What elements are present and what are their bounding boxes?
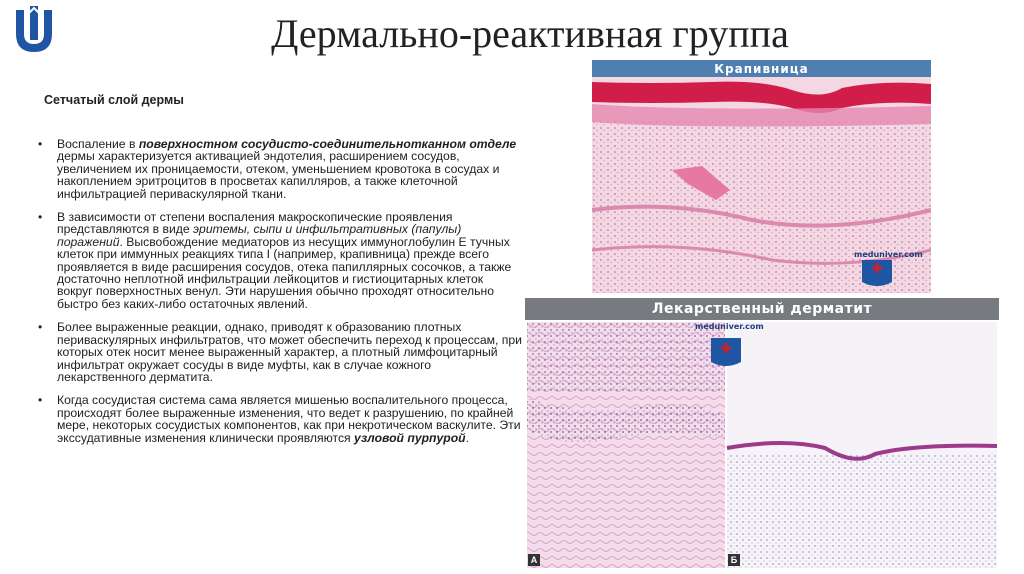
bullet-item-3: • Более выраженные реакции, однако, приводят к образованию плотных периваскулярных инфильтратов, что может обеспечить переход к процессам, при которых отек носит менее выраженный характер, а плотный лимфоцитарный инфильтрат окружает сосуды в виде муфты, как в случае кожного лекарственного дерматита. [38,320,522,384]
drug-dermatitis-watermark: meduniver.com [695,322,764,331]
urticaria-banner: Крапивница [592,60,931,77]
panel-label-a: A [528,554,540,566]
bullet-item-2: • В зависимости от степени воспаления макроскопические проявления представляются в виде эритемы, сыпи и инфильтративных (папулы) поражений. Высвобождение медиаторов из несущих иммуноглобулин Е тучных клеток при иммунных реакциях типа I (например, крапивница) прежде всего проявляется в виде расширения сосудов, отека папиллярных сосочков, а также достаточно неплотной инфильтрации лейкоцитов и гистиоцитарных клеток вокруг поверхностных венул. Эти нарушения обычно проходят относительно быстро без каких-либо остаточных явлений. [38,210,512,311]
urticaria-watermark: meduniver.com [854,250,923,259]
section-subtitle: Сетчатый слой дермы [44,93,184,107]
bullet-item-1: • Воспаление в поверхностном сосудисто-соединительнотканном отделе дермы характеризуется активацией эндотелия, расширением сосудов, увеличением их проницаемости, отеком, уменьшением кровотока в сосудах и накоплением эритроцитов в просветах капилляров, а также клеточной инфильтрацией периваскулярной ткани. [38,137,517,201]
bullet-item-4: • Когда сосудистая система сама является мишенью воспалительного процесса, происходят более выраженные изменения, что ведет к разрушению, по крайней мере, некоторых сосудистых компонентов, как при некротическом васкулите. Эти экссудативные изменения клинически проявляются узловой пурпурой. [38,393,521,445]
drug-dermatitis-histology-image [525,298,999,570]
page-title: Дермально-реактивная группа [271,11,789,56]
urticaria-histology-image [592,60,931,293]
university-logo [8,4,60,58]
drug-dermatitis-banner: Лекарственный дерматит [525,298,999,320]
bullet-list [38,138,522,455]
panel-label-b: Б [728,554,740,566]
